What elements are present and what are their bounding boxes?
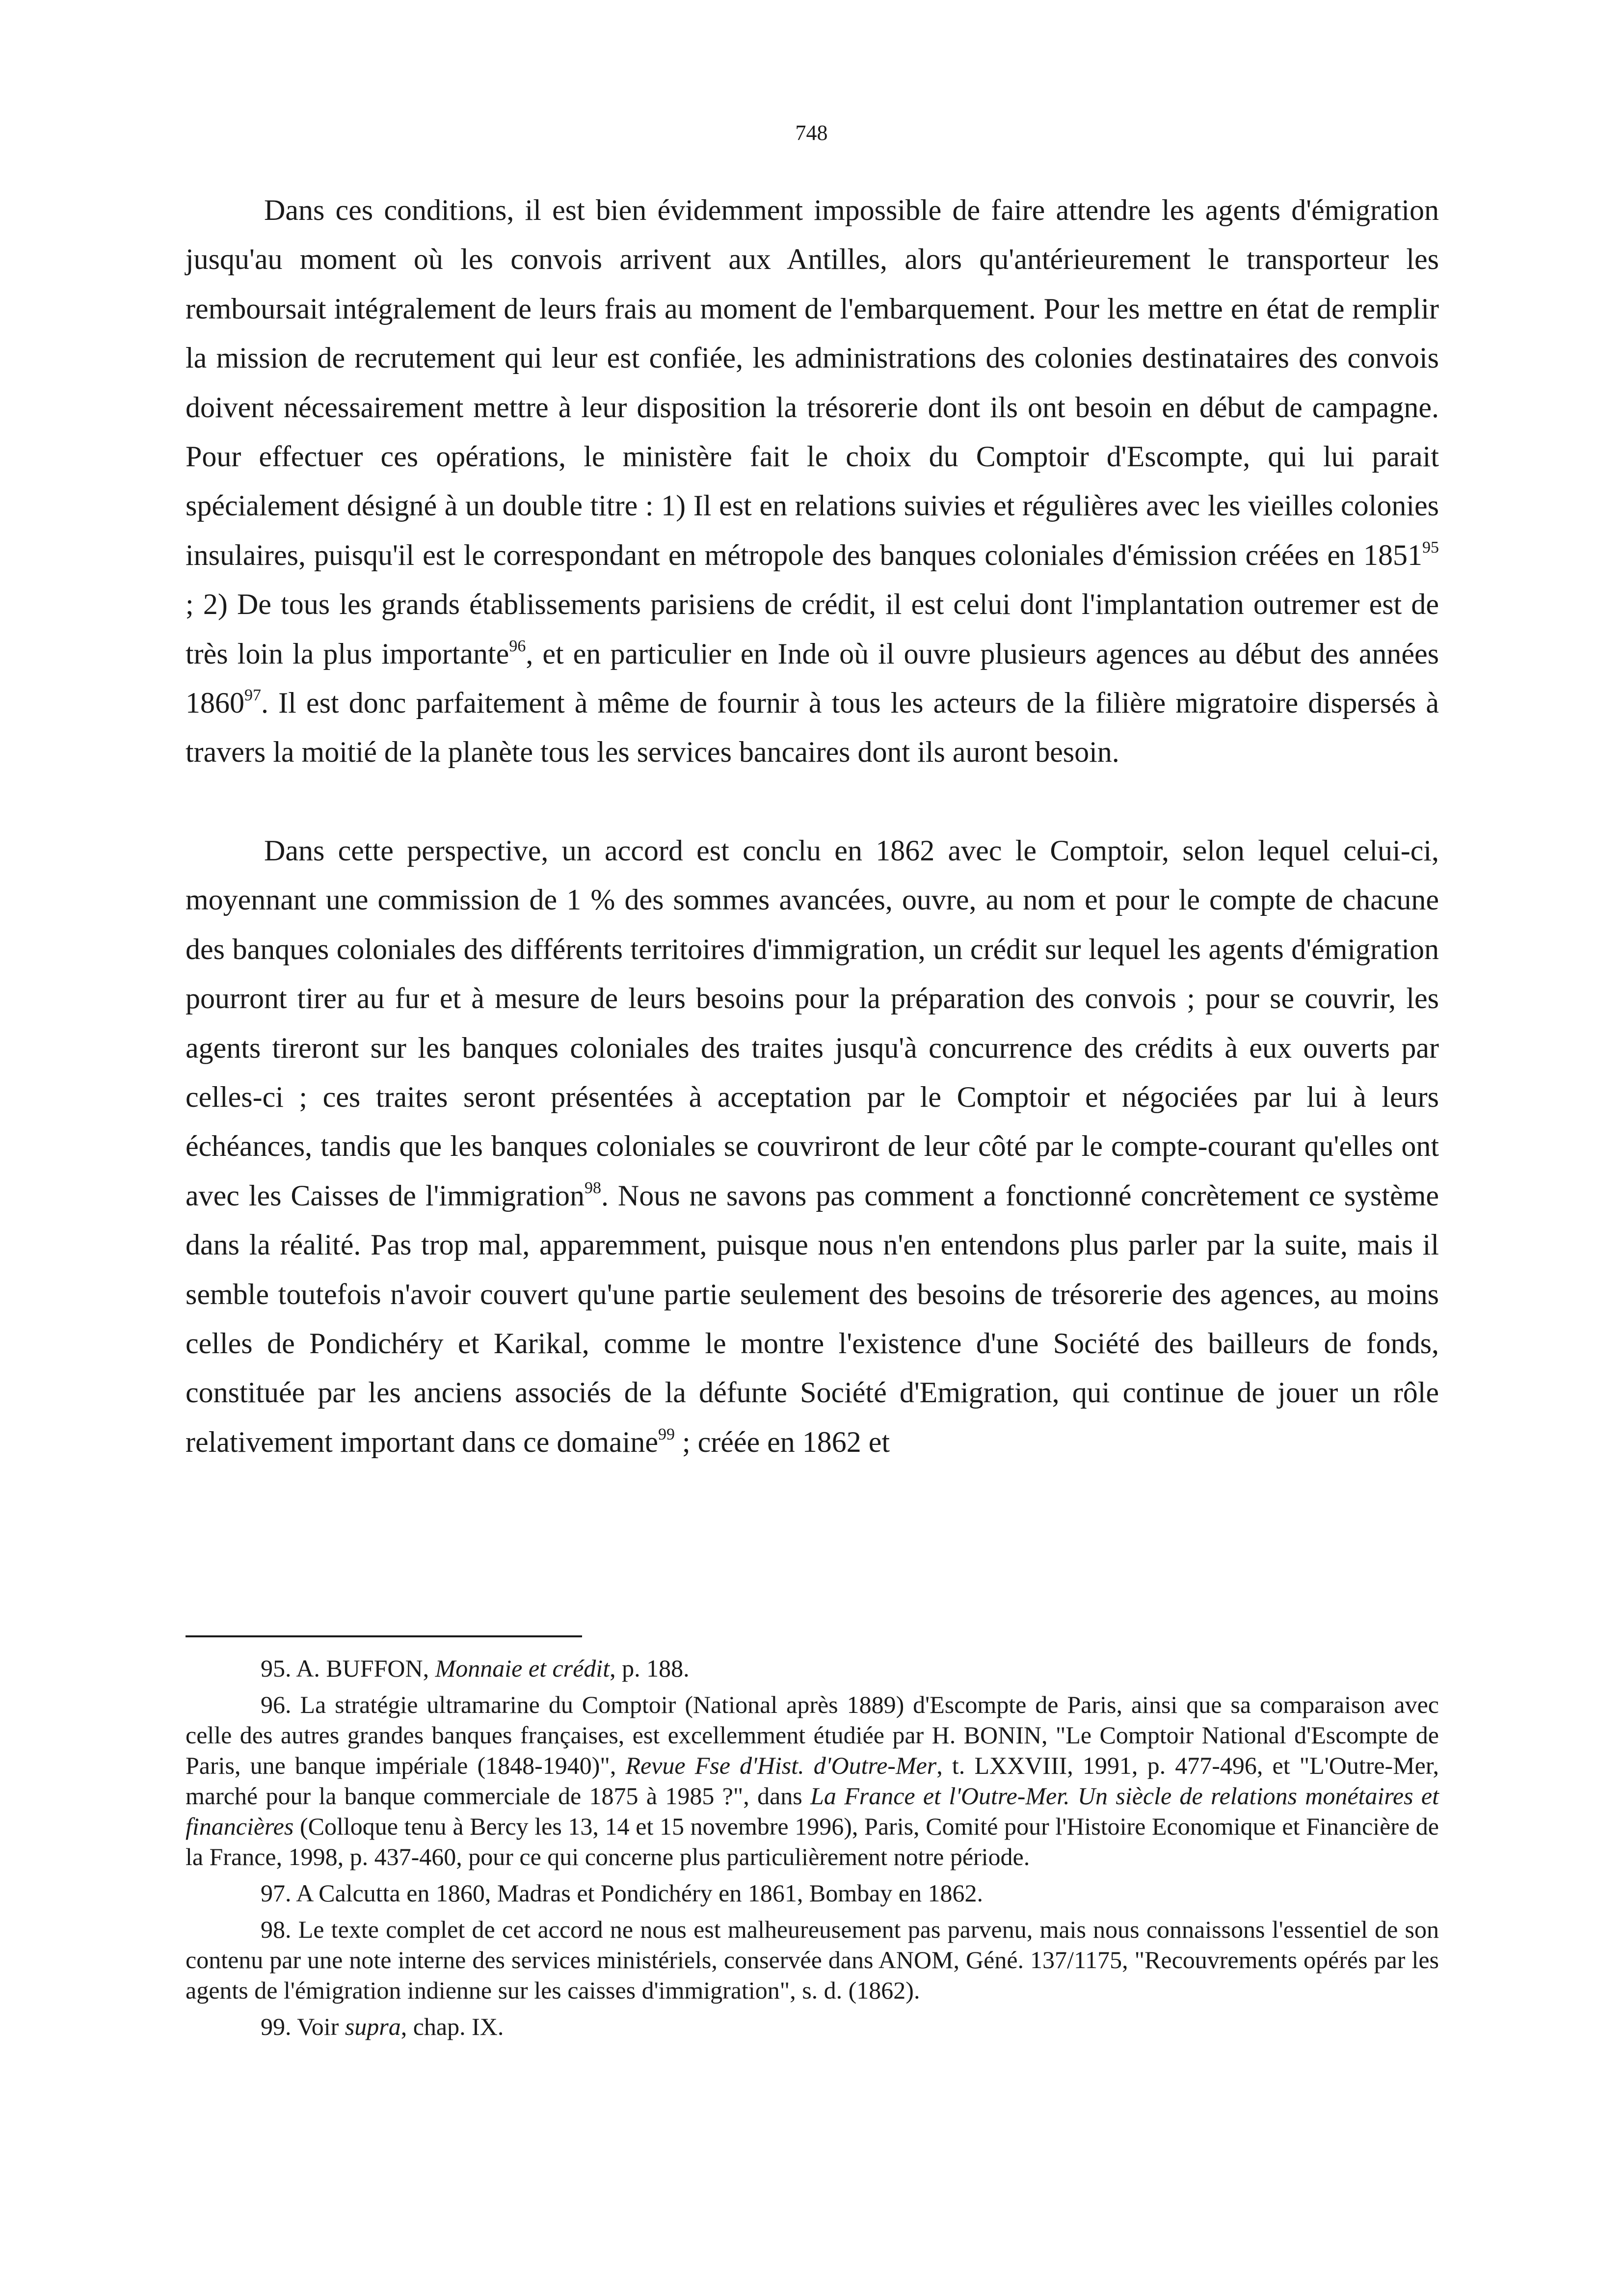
footnote-98: 98. Le texte complet de cet accord ne nous est malheureusement pas parvenu, mais nous connaissons l'essentiel de son contenu par une note interne des services ministériels, conservée dans ANOM, Géné. 137/1175, "Recouvrements opérés par les agents de l'émigration indienne sur les caisses d'immigration", s. d. (1862). xyxy=(186,1916,1439,2004)
footnote-ref-97[interactable]: 97 xyxy=(244,686,261,705)
footnote-96 xyxy=(186,1689,1439,1872)
footnote-text: , chap. IX. xyxy=(400,2013,504,2040)
footnote-text: (Colloque tenu à Bercy les 13, 14 et 15 novembre 1996), Paris, Comité pour l'Histoire Economique et Financière de la France, 1998, p. 437-460, pour ce qui concerne plus particulièrement notre période. xyxy=(186,1813,1439,1870)
paragraph-text: ; créée en 1862 et xyxy=(675,1425,890,1458)
footnote-99 xyxy=(186,2011,1439,2042)
paragraph-1 xyxy=(186,186,1439,777)
footnote-text: , p. 188. xyxy=(610,1655,690,1682)
paragraph-2 xyxy=(186,826,1439,1467)
footnote-text: 99. Voir xyxy=(261,2013,345,2040)
body-text xyxy=(186,186,1439,1467)
footnote-separator xyxy=(186,1635,582,1637)
paragraph-text: . Il est donc parfaitement à même de fournir à tous les acteurs de la filière migratoire dispersés à travers la moitié de la planète tous les services bancaires dont ils auront besoin. xyxy=(186,687,1439,769)
footnote-ref-96[interactable]: 96 xyxy=(509,637,526,655)
footnotes xyxy=(186,1653,1439,2048)
footnote-ref-99[interactable]: 99 xyxy=(658,1425,675,1443)
footnote-ref-98[interactable]: 98 xyxy=(584,1178,601,1197)
footnote-text: 95. A. BUFFON, xyxy=(261,1655,435,1682)
paragraph-text: Dans cette perspective, un accord est conclu en 1862 avec le Comptoir, selon lequel celui-ci, moyennant une commission de 1 % des sommes avancées, ouvre, au nom et pour le compte de chacune des banques coloniales des différents territoires d'immigration, un crédit sur lequel les agents d'émigration pourront tirer au fur et à mesure de leurs besoins pour la préparation des convois ; pour se couvrir, les agents tireront sur les banques coloniales des traites jusqu'à concurrence des crédits à eux ouverts par celles-ci ; ces traites seront présentées à acceptation par le Comptoir et négociées par lui à leurs échéances, tandis que les banques coloniales se couvriront de leur côté par le compte-courant qu'elles ont avec les Caisses de l'immigration xyxy=(186,834,1439,1212)
footnote-97: 97. A Calcutta en 1860, Madras et Pondichéry en 1861, Bombay en 1862. xyxy=(261,1879,983,1907)
footnote-title: Monnaie et crédit xyxy=(435,1655,610,1682)
page-number: 748 xyxy=(795,121,828,145)
footnote-text: , t. LXXVIII, 1991, p. 477-496, et "L'Outre-Mer, marché pour la banque commerciale de 1875 à 1985 ?", dans xyxy=(186,1752,1439,1810)
footnote-title: supra xyxy=(345,2013,401,2040)
paragraph-text: , et en particulier en Inde où il ouvre plusieurs agences au début des années 1860 xyxy=(186,637,1439,720)
footnote-title: La France et l'Outre-Mer. Un siècle de relations monétaires et financières xyxy=(186,1782,1439,1840)
footnote-95 xyxy=(186,1653,1439,1683)
paragraph-text: ; 2) De tous les grands établissements parisiens de crédit, il est celui dont l'implantation outremer est de très loin la plus importante xyxy=(186,588,1439,670)
footnote-text: 96. La stratégie ultramarine du Comptoir (National après 1889) d'Escompte de Paris, ainsi que sa comparaison avec celle des autres grandes banques françaises, est excellemment étudiée par H. BONIN, "Le Comptoir National d'Escompte de Paris, une banque impériale (1848-1940)", xyxy=(186,1691,1439,1779)
footnote-title: Revue Fse d'Hist. d'Outre-Mer xyxy=(625,1752,937,1779)
paragraph-text: Dans ces conditions, il est bien évidemment impossible de faire attendre les agents d'émigration jusqu'au moment où les convois arrivent aux Antilles, alors qu'antérieurement le transporteur les remboursait intégralement de leurs frais au moment de l'embarquement. Pour les mettre en état de remplir la mission de recrutement qui leur est confiée, les administrations des colonies destinataires des convois doivent nécessairement mettre à leur disposition la trésorerie dont ils ont besoin en début de campagne. Pour effectuer ces opérations, le ministère fait le choix du Comptoir d'Escompte, qui lui parait spécialement désigné à un double titre : 1) Il est en relations suivies et régulières avec les vieilles colonies insulaires, puisqu'il est le correspondant en métropole des banques coloniales d'émission créées en 1851 xyxy=(186,194,1439,571)
footnote-ref-95[interactable]: 95 xyxy=(1422,538,1439,557)
paragraph-text: . Nous ne savons pas comment a fonctionné concrètement ce système dans la réalité. Pas trop mal, apparemment, puisque nous n'en entendons plus parler par la suite, mais il semble toutefois n'avoir couvert qu'une partie seulement des besoins de trésorerie des agences, au moins celles de Pondichéry et Karikal, comme le montre l'existence d'une Société des bailleurs de fonds, constituée par les anciens associés de la défunte Société d'Emigration, qui continue de jouer un rôle relativement important dans ce domaine xyxy=(186,1179,1439,1458)
